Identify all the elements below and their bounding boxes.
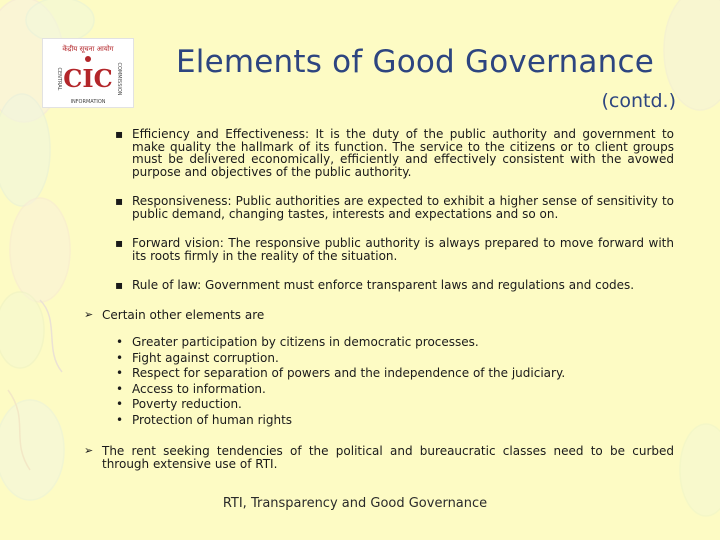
svg-text:COMMISSION: COMMISSION: [116, 62, 122, 96]
svg-text:केंद्रीय सूचना आयोग: केंद्रीय सूचना आयोग: [62, 45, 114, 53]
list-item: • Access to information.: [84, 382, 674, 398]
slide-footer: RTI, Transparency and Good Governance: [222, 496, 488, 511]
list-item: • Greater participation by citizens in democratic processes.: [84, 335, 674, 351]
list-item: • Respect for separation of powers and the independence of the judiciary.: [84, 366, 674, 382]
arrow-bullet-icon: ➢: [84, 307, 94, 321]
svg-text:CIC: CIC: [63, 64, 113, 93]
bullet-rule-of-law: ▪ Rule of law: Government must enforce transparent laws and regulations and codes.: [84, 279, 674, 292]
closing-point: [84, 445, 674, 470]
slide-content: [84, 128, 674, 470]
bullet-responsiveness: ▪ Responsiveness: Public authorities are expected to exhibit a higher sense of sensitivity to public demand, changing tastes, interests and expectations and so on.: [84, 195, 674, 220]
closing-point-text: The rent seeking tendencies of the political and bureaucratic classes need to be curbed through extensive use of RTI.: [102, 444, 674, 471]
bullet-efficiency: ▪ Efficiency and Effectiveness: It is the duty of the public authority and government to make quality the hallmark of its function. The service to the citizens or to client groups must be delivered economically, efficiently and effectively consistent with the avowed purpose and objectives of the public authority.: [84, 128, 674, 178]
arrow-bullet-icon: ➢: [84, 444, 94, 457]
other-elements-heading: [84, 309, 674, 322]
list-item: • Poverty reduction.: [84, 397, 674, 413]
list-item: • Protection of human rights: [84, 413, 674, 429]
bullet-forward-vision: ▪ Forward vision: The responsive public authority is always prepared to move forward with its roots firmly in the reality of the situation.: [84, 237, 674, 262]
other-elements-list: [84, 335, 674, 428]
svg-text:CENTRAL: CENTRAL: [56, 67, 62, 91]
svg-text:INFORMATION: INFORMATION: [70, 99, 106, 105]
list-item: • Fight against corruption.: [84, 351, 674, 367]
cic-logo: [42, 38, 134, 108]
slide-subtitle: (contd.): [601, 90, 676, 112]
slide-title: Elements of Good Governance: [176, 44, 654, 80]
other-elements-heading-text: Certain other elements are: [102, 307, 265, 322]
